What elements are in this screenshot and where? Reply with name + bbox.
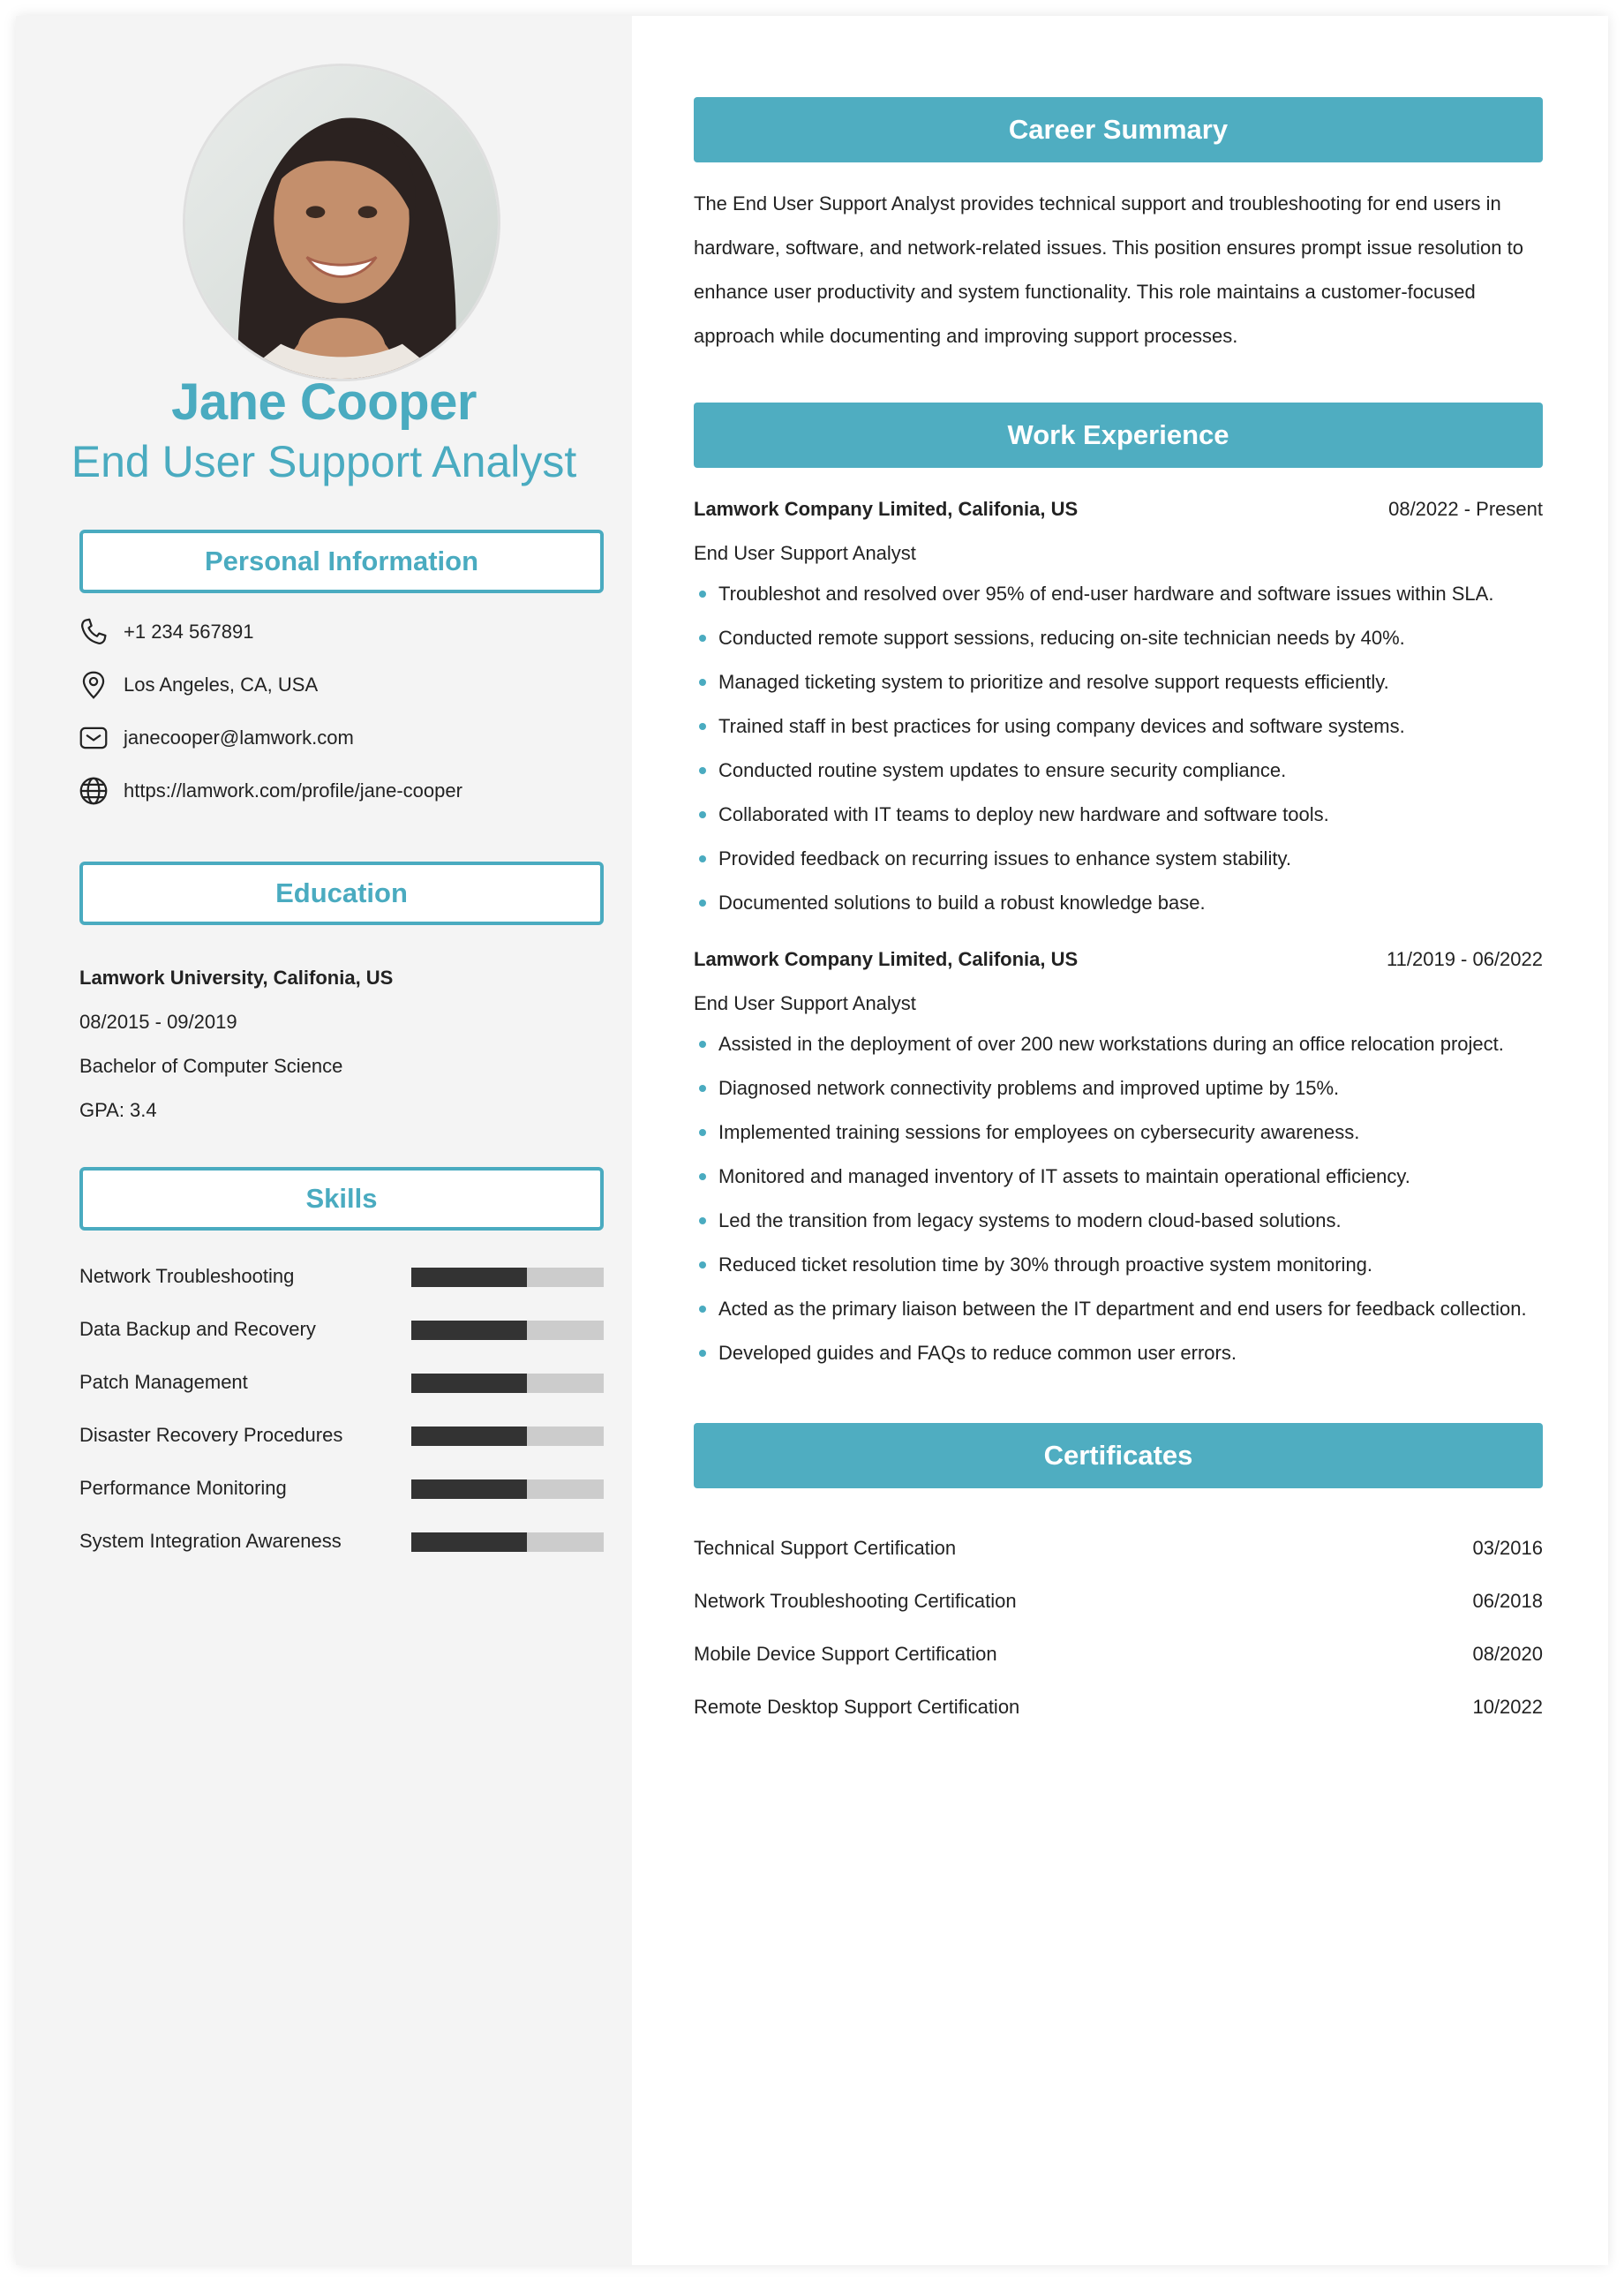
contact-phone: [76, 613, 253, 651]
profile-photo: [183, 64, 500, 381]
phone-icon: [76, 614, 111, 650]
resume-page: [16, 16, 1608, 2265]
certificate-name: Mobile Device Support Certification: [694, 1643, 997, 1665]
bullet-dot-icon: [699, 855, 706, 862]
skill-level-bar: [411, 1268, 604, 1287]
globe-icon: [76, 773, 111, 809]
bullet-text: Acted as the primary liaison between the IT department and end users for feedback collection.: [718, 1298, 1527, 1320]
job-company: Lamwork Company Limited, Califonia, US: [694, 498, 1079, 520]
job-bullet-item: [694, 1110, 1543, 1155]
work-experience-heading: Work Experience: [694, 403, 1543, 468]
certificate-name: Remote Desktop Support Certification: [694, 1696, 1020, 1718]
bullet-dot-icon: [699, 811, 706, 818]
skill-name: Data Backup and Recovery: [79, 1318, 316, 1340]
certificate-date: 03/2016: [1472, 1537, 1543, 1559]
job-bullet-item: [694, 704, 1543, 749]
skill-name: Performance Monitoring: [79, 1477, 287, 1499]
job-bullet-item: [694, 837, 1543, 881]
skill-name: Patch Management: [79, 1371, 248, 1393]
education-gpa: GPA: 3.4: [79, 1099, 157, 1121]
contact-website: [76, 772, 462, 810]
certificate-name: Technical Support Certification: [694, 1537, 957, 1559]
bullet-dot-icon: [699, 1350, 706, 1357]
certificate-row: [694, 1637, 1543, 1672]
certificate-date: 06/2018: [1472, 1590, 1543, 1612]
bullet-text: Led the transition from legacy systems to modern cloud-based solutions.: [718, 1209, 1342, 1231]
bullet-text: Monitored and managed inventory of IT assets to maintain operational efficiency.: [718, 1165, 1410, 1187]
job-title: End User Support Analyst: [71, 437, 577, 486]
job-bullet-item: [694, 1022, 1543, 1066]
location-pin-icon: [76, 667, 111, 703]
website-link[interactable]: https://lamwork.com/profile/jane-cooper: [124, 779, 462, 802]
skill-row: [79, 1525, 604, 1557]
location-text: Los Angeles, CA, USA: [124, 674, 319, 696]
skill-level-fill: [411, 1427, 527, 1446]
job-bullet-item: [694, 1155, 1543, 1199]
job-bullet-item: [694, 749, 1543, 793]
bullet-dot-icon: [699, 767, 706, 774]
job-bullet-item: [694, 572, 1543, 616]
job-bullet-item: [694, 881, 1543, 925]
skill-level-fill: [411, 1268, 527, 1287]
certificate-row: [694, 1531, 1543, 1566]
job-bullets: [694, 572, 1543, 925]
certificate-row: [694, 1690, 1543, 1725]
job-role: End User Support Analyst: [694, 542, 916, 564]
education-degree: Bachelor of Computer Science: [79, 1055, 343, 1077]
job-role: End User Support Analyst: [694, 992, 916, 1014]
job-company: Lamwork Company Limited, Califonia, US: [694, 948, 1079, 970]
person-name: Jane Cooper: [171, 373, 477, 431]
bullet-dot-icon: [699, 1129, 706, 1136]
skills-heading: Skills: [79, 1167, 604, 1231]
certificate-name: Network Troubleshooting Certification: [694, 1590, 1017, 1612]
bullet-dot-icon: [699, 1173, 706, 1180]
bullet-text: Provided feedback on recurring issues to enhance system stability.: [718, 847, 1291, 869]
job-bullet-item: [694, 1287, 1543, 1331]
bullet-text: Troubleshot and resolved over 95% of end-user hardware and software issues within SLA.: [718, 583, 1494, 605]
bullet-text: Developed guides and FAQs to reduce common user errors.: [718, 1342, 1237, 1364]
bullet-text: Assisted in the deployment of over 200 new workstations during an office relocation project.: [718, 1033, 1504, 1055]
main-content: [632, 16, 1608, 2265]
skill-row: [79, 1419, 604, 1451]
skill-level-bar: [411, 1427, 604, 1446]
bullet-text: Managed ticketing system to prioritize and resolve support requests efficiently.: [718, 671, 1389, 693]
job-bullet-item: [694, 793, 1543, 837]
personal-info-heading: Personal Information: [79, 530, 604, 593]
bullet-dot-icon: [699, 1085, 706, 1092]
skill-row: [79, 1261, 604, 1292]
skill-level-fill: [411, 1532, 527, 1552]
contact-location: [76, 666, 318, 704]
job-bullet-item: [694, 616, 1543, 660]
contact-email: [76, 719, 354, 757]
bullet-dot-icon: [699, 1306, 706, 1313]
career-summary-text: The End User Support Analyst provides technical support and troubleshooting for end users in hardware, software, and network-related issues. This position ensures prompt issue resolution to enhance user productivity and system functionality. This role maintains a customer-focused approach while documenting and improving support processes.: [694, 192, 1523, 347]
job-bullet-item: [694, 1199, 1543, 1243]
bullet-dot-icon: [699, 1041, 706, 1048]
skill-row: [79, 1472, 604, 1504]
phone-text[interactable]: +1 234 567891: [124, 621, 254, 643]
skill-level-bar: [411, 1321, 604, 1340]
bullet-text: Diagnosed network connectivity problems and improved uptime by 15%.: [718, 1077, 1340, 1099]
job-bullets: [694, 1022, 1543, 1375]
sidebar: [16, 16, 632, 2265]
bullet-text: Implemented training sessions for employees on cybersecurity awareness.: [718, 1121, 1360, 1143]
bullet-text: Collaborated with IT teams to deploy new hardware and software tools.: [718, 803, 1329, 825]
job-bullet-item: [694, 1331, 1543, 1375]
bullet-dot-icon: [699, 723, 706, 730]
certificate-date: 08/2020: [1472, 1643, 1543, 1665]
skill-row: [79, 1366, 604, 1398]
bullet-text: Trained staff in best practices for using company devices and software systems.: [718, 715, 1405, 737]
mail-icon: [76, 720, 111, 756]
skill-level-bar: [411, 1479, 604, 1499]
education-school: Lamwork University, Califonia, US: [79, 967, 394, 989]
certificate-date: 10/2022: [1472, 1696, 1543, 1718]
bullet-dot-icon: [699, 1261, 706, 1268]
skill-level-bar: [411, 1532, 604, 1552]
job-bullet-item: [694, 1243, 1543, 1287]
skill-name: Disaster Recovery Procedures: [79, 1424, 343, 1446]
job-bullet-item: [694, 1066, 1543, 1110]
bullet-dot-icon: [699, 679, 706, 686]
skill-name: Network Troubleshooting: [79, 1265, 295, 1287]
skill-name: System Integration Awareness: [79, 1530, 342, 1552]
skill-level-fill: [411, 1479, 527, 1499]
bullet-dot-icon: [699, 900, 706, 907]
skill-level-bar: [411, 1374, 604, 1393]
bullet-text: Reduced ticket resolution time by 30% through proactive system monitoring.: [718, 1253, 1373, 1276]
bullet-text: Documented solutions to build a robust knowledge base.: [718, 892, 1206, 914]
bullet-text: Conducted routine system updates to ensure security compliance.: [718, 759, 1287, 781]
bullet-dot-icon: [699, 1217, 706, 1224]
job-dates: 08/2022 - Present: [1388, 498, 1543, 520]
job-bullet-item: [694, 660, 1543, 704]
bullet-text: Conducted remote support sessions, reducing on-site technician needs by 40%.: [718, 627, 1405, 649]
education-heading: Education: [79, 862, 604, 925]
bullet-dot-icon: [699, 591, 706, 598]
email-text[interactable]: janecooper@lamwork.com: [124, 726, 354, 749]
skill-row: [79, 1314, 604, 1345]
job-dates: 11/2019 - 06/2022: [1387, 948, 1543, 970]
skill-level-fill: [411, 1321, 527, 1340]
career-summary-heading: Career Summary: [694, 97, 1543, 162]
certificate-row: [694, 1584, 1543, 1619]
skill-level-fill: [411, 1374, 527, 1393]
education-dates: 08/2015 - 09/2019: [79, 1011, 237, 1033]
certificates-heading: Certificates: [694, 1423, 1543, 1488]
bullet-dot-icon: [699, 635, 706, 642]
